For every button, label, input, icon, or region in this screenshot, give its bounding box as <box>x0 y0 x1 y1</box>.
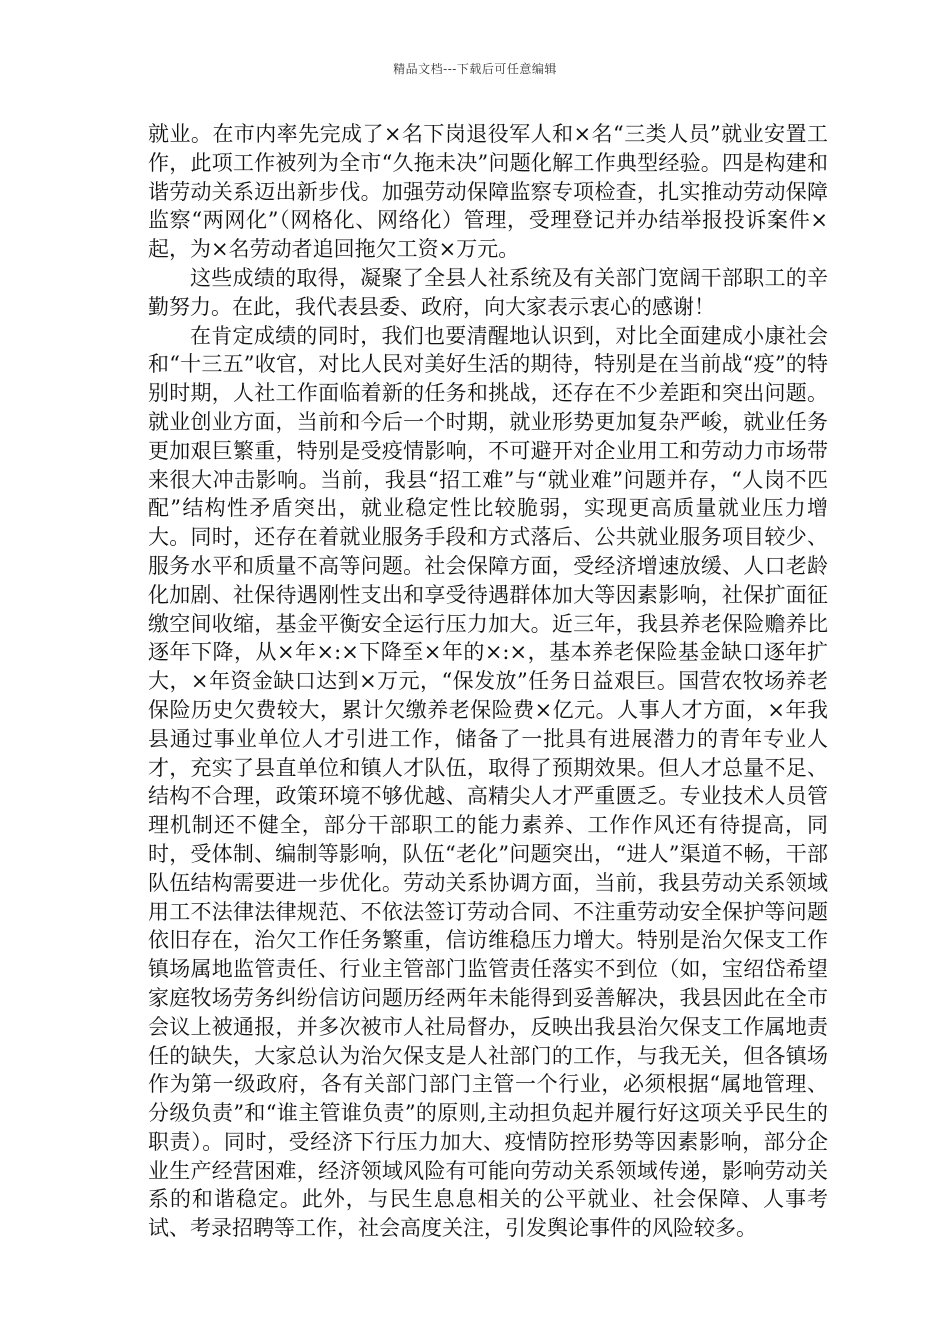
paragraph-employment-results: 就业。在市内率先完成了×名下岗退役军人和×名“三类人员”就业安置工作，此项工作被列为全市“久拖未决”问题化解工作典型经验。四是构建和谐劳动关系迈出新步伐。加强劳动保障监察专项检查，扎实推动劳动保障监察“两网化”（网格化、网络化）管理，受理登记并办结举报投诉案件×起，为×名劳动者追回拖欠工资×万元。 <box>148 122 828 262</box>
paragraph-problems: 在肯定成绩的同时，我们也要清醒地认识到，对比全面建成小康社会和“十三五”收官，对比人民对美好生活的期待，特别是在当前战“疫”的特别时期，人社工作面临着新的任务和挑战，还存在不少差距和突出问题。就业创业方面，当前和今后一个时期，就业形势更加复杂严峻，就业任务更加艰巨繁重，特别是受疫情影响，不可避开对企业用工和劳动力市场带来很大冲击影响。当前，我县“招工难”与“就业难”问题并存，“人岗不匹配”结构性矛盾突出，就业稳定性比较脆弱，实现更高质量就业压力增大。同时，还存在着就业服务手段和方式落后、公共就业服务项目较少、服务水平和质量不高等问题。社会保障方面，受经济增速放缓、人口老龄化加剧、社保待遇刚性支出和享受待遇群体加大等因素影响，社保扩面征缴空间收缩，基金平衡安全运行压力加大。近三年，我县养老保险赡养比逐年下降，从×年×:×下降至×年的×:×，基本养老保险基金缺口逐年扩大，×年资金缺口达到×万元，“保发放”任务日益艰巨。国营农牧场养老保险历史欠费较大，累计欠缴养老保险费×亿元。人事人才方面，×年我县通过事业单位人才引进工作，储备了一批具有进展潜力的青年专业人才，充实了县直单位和镇人才队伍，取得了预期效果。但人才总量不足、结构不合理，政策环境不够优越、高精尖人才严重匮乏。专业技术人员管理机制还不健全，部分干部职工的能力素养、工作作风还有待提高，同时，受体制、编制等影响，队伍“老化”问题突出，“进人”渠道不畅，干部队伍结构需要进一步优化。劳动关系协调方面，当前，我县劳动关系领域用工不法律法律规范、不依法签订劳动合同、不注重劳动安全保护等问题依旧存在，治欠工作任务繁重，信访维稳压力增大。特别是治欠保支工作镇场属地监管责任、行业主管部门监管责任落实不到位（如，宝绍岱希望家庭牧场劳务纠纷信访问题历经两年未能得到妥善解决，我县因此在全市会议上被通报，并多次被市人社局督办，反映出我县治欠保支工作属地责任的缺失，大家总认为治欠保支是人社部门的工作，与我无关，但各镇场作为第一级政府，各有关部门部门主管一个行业，必须根据“属地管理、分级负责”和“谁主管谁负责”的原则,主动担负起并履行好这项关乎民生的职责）。同时，受经济下行压力加大、疫情防控形势等因素影响，部分企业生产经营困难，经济领域风险有可能向劳动关系领域传递，影响劳动关系的和谐稳定。此外，与民生息息相关的公平就业、社会保障、人事考试、考录招聘等工作，社会高度关注，引发舆论事件的风险较多。 <box>148 323 828 1241</box>
paragraph-acknowledgement: 这些成绩的取得，凝聚了全县人社系统及有关部门宽阔干部职工的辛勤努力。在此，我代表县委、政府，向大家表示衷心的感谢！ <box>148 265 828 319</box>
document-body <box>148 120 828 1243</box>
page-header: 精品文档---下载后可任意编辑 <box>393 62 557 76</box>
